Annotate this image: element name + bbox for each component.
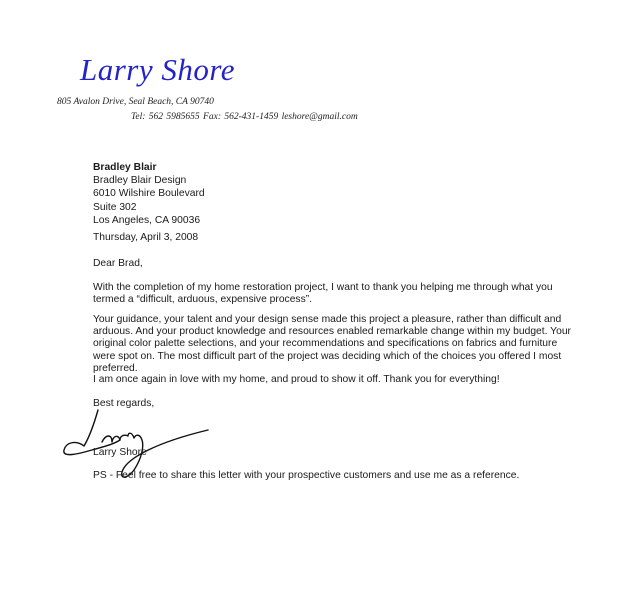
postscript: PS - Feel free to share this letter with your prospective customers and use me as a reference. [93,470,520,481]
recipient-block [93,161,205,227]
recipient-line: Bradley Blair Design [93,175,187,187]
closing: Best regards, [93,398,155,409]
letter-date: Thursday, April 3, 2008 [93,232,199,243]
letterhead-contact: Tel: 562 5985655 Fax: 562-431-1459 leshore@gmail.com [131,112,358,122]
recipient-name: Bradley Blair [93,162,157,173]
recipient-line: Suite 302 [93,201,137,213]
recipient-line: Los Angeles, CA 90036 [93,214,201,226]
salutation: Dear Brad, [93,258,143,269]
body-paragraph: Your guidance, your talent and your design sense made this project a pleasure, rather than difficult and arduous. And your product knowledge and resources enabled remarkable change within my budget. Your original color palette selections, and your recommendations and specifications on fabrics and furniture were spot on. The most difficult part of the project was deciding which of the choices you offered I most preferred. [93,314,571,374]
body-paragraph: With the completion of my home restoration project, I want to thank you helping me through what you termed a “difficult, arduous, expensive process”. [93,282,553,306]
body-paragraph: I am once again in love with my home, and proud to show it off. Thank you for everything! [93,374,500,385]
letterhead-name: Larry Shore [80,52,236,87]
recipient-line: 6010 Wilshire Boulevard [93,188,205,200]
signer-name: Larry Shore [93,447,147,458]
letterhead-address: 805 Avalon Drive, Seal Beach, CA 90740 [57,97,214,107]
